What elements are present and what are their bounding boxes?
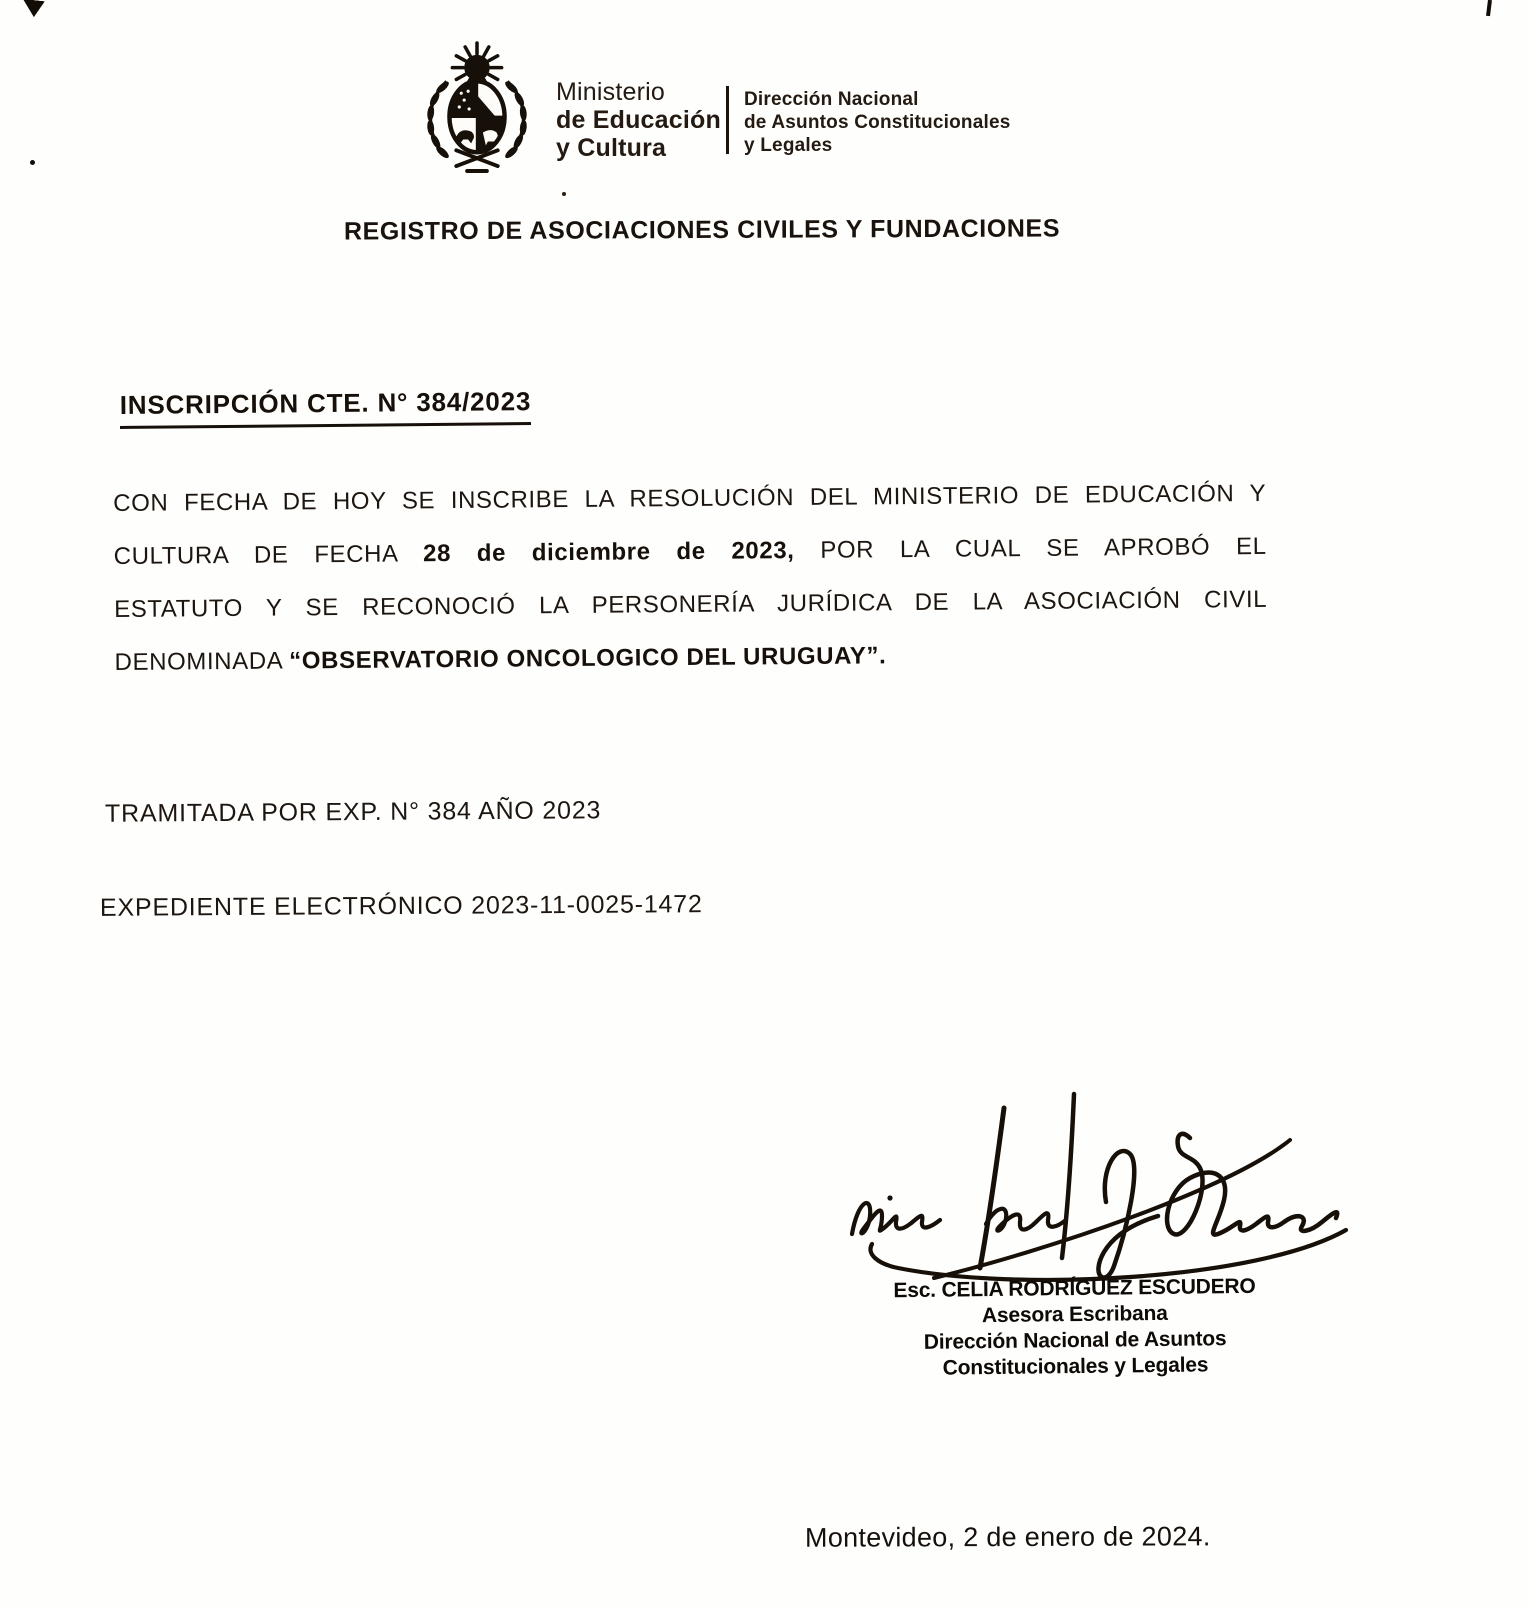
signature-stamp-block (854, 1273, 1295, 1382)
scan-artifact-corner (21, 0, 45, 18)
scan-artifact-dot (30, 160, 35, 165)
signer-office-line-1: Dirección Nacional de Asuntos (923, 1327, 1227, 1354)
sun-disc (464, 55, 490, 81)
body-text: CULTURA DE FECHA (113, 540, 424, 570)
inscription-heading: INSCRIPCIÓN CTE. N° 384/2023 (120, 386, 532, 429)
uruguay-coat-of-arms-icon (413, 38, 541, 176)
body-text-bold-date: 28 de diciembre de 2023, (422, 537, 795, 568)
direction-line-3: y Legales (744, 135, 833, 156)
ministry-line-1: Ministerio (556, 78, 665, 106)
body-text: POR LA CUAL SE APROBÓ EL (794, 532, 1267, 565)
body-line-4 (114, 626, 1267, 689)
direction-line-1: Dirección Nacional (744, 89, 919, 110)
wreath-right (503, 80, 527, 161)
direction-name-block (744, 88, 1011, 157)
shield (449, 81, 504, 152)
scan-artifact-tick (1486, 0, 1492, 16)
body-paragraph (113, 467, 1268, 689)
expediente-line: EXPEDIENTE ELECTRÓNICO 2023-11-0025-1472 (99, 890, 703, 922)
header-divider (726, 86, 729, 154)
body-line-3 (114, 573, 1267, 636)
body-text: ESTATUTO Y SE RECONOCIÓ LA PERSONERÍA JURÍDICA DE LA ASOCIACIÓN CIVIL (114, 585, 1268, 623)
tramite-line: TRAMITADA POR EXP. N° 384 AÑO 2023 (104, 796, 602, 828)
scan-artifact-small-dot (562, 192, 566, 196)
body-text: DENOMINADA (114, 647, 290, 676)
place-and-date-line: Montevideo, 2 de enero de 2024. (804, 1521, 1211, 1553)
body-text: CON FECHA DE HOY SE INSCRIBE LA RESOLUCIÓN DEL MINISTERIO DE EDUCACIÓN Y (113, 479, 1267, 517)
signer-name: Esc. CELIA RODRÍGUEZ ESCUDERO (893, 1274, 1256, 1303)
ministry-name-block (556, 78, 721, 162)
ministry-line-2: de Educación (556, 106, 721, 134)
signer-office-line-2: Constitucionales y Legales (942, 1353, 1209, 1380)
body-text-bold-entity-name: “OBSERVATORIO ONCOLOGICO DEL URUGUAY”. (289, 642, 887, 675)
wreath-left (427, 80, 451, 161)
document-title: REGISTRO DE ASOCIACIONES CIVILES Y FUNDACIONES (343, 214, 1061, 246)
direction-line-2: de Asuntos Constitucionales (744, 112, 1011, 133)
signer-role: Asesora Escribana (981, 1301, 1168, 1328)
handwritten-signature (838, 1082, 1370, 1287)
ministry-line-3: y Cultura (556, 134, 667, 162)
